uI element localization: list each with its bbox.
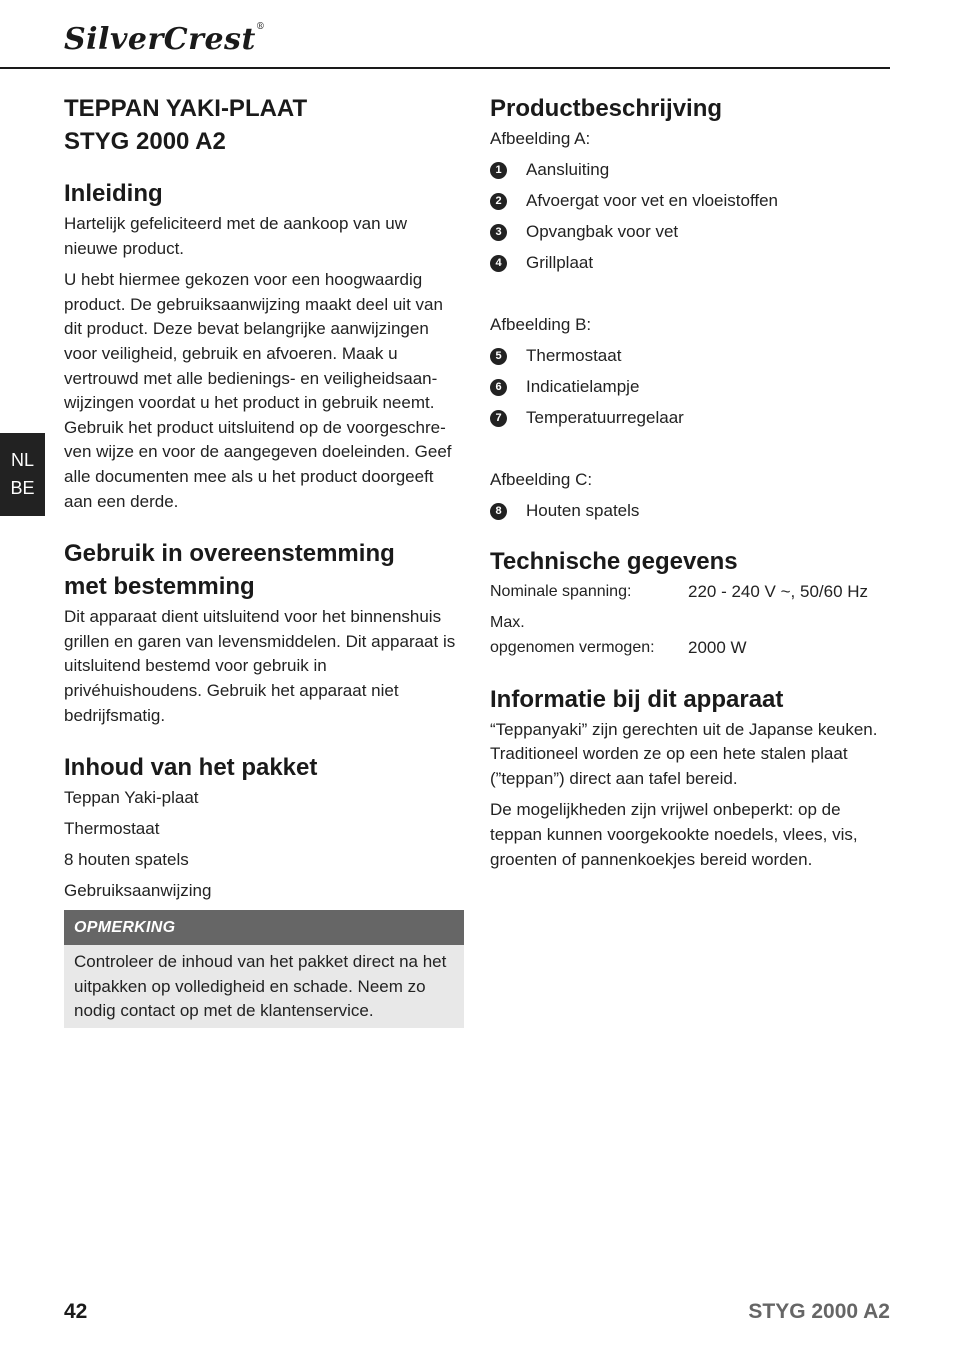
heading-gebruik: Gebruik in overeenstemming met bestemming xyxy=(64,540,395,601)
heading-productbeschrijving: Productbeschrijving xyxy=(490,95,723,122)
heading-inhoud: Inhoud van het pakket xyxy=(64,754,318,782)
number-badge: 7 xyxy=(490,410,507,427)
list-item: Thermostaat xyxy=(64,819,160,839)
figure-c-label: Afbeelding C: xyxy=(490,469,593,489)
list-item: Gebruiksaanwijzing xyxy=(64,881,212,901)
inleiding-p2: U hebt hiermee gekozen voor een hoogwaardig product. De gebruiksaanwijzing maakt deel uit van dit product. Deze bevat belangrijke aanwijzingen voor veiligheid, gebruik en afvoeren. Maak u vertrouwd met alle bedienings- en veiligheidsaan-wijzingen voordat u het product in gebruik neemt. Gebruik het product uitsluitend op de voorgeschre-ven wijze en voor de aangegeven doeleinden. Geef alle documenten mee als u het product doorgeeft aan een derde. xyxy=(64,270,452,511)
list-item: 6 Indicatielampje xyxy=(490,375,890,400)
info-p1: “Teppanyaki” zijn gerechten uit de Japanse keuken. Traditioneel worden ze op een hete stalen plaat (”teppan”) direct aan tafel bereid. xyxy=(490,719,878,788)
note-body: Controleer de inhoud van het pakket direct na het uitpakken op volledigheid en schade. Neem zo nodig contact op met de klantenservice. xyxy=(74,952,447,1021)
page-number: 42 xyxy=(64,1300,88,1323)
list-item: 5 Thermostaat xyxy=(490,344,890,369)
list-item: 7 Temperatuurregelaar xyxy=(490,406,890,431)
header-rule xyxy=(0,67,890,69)
inleiding-p1: Hartelijk gefeliciteerd met de aankoop van uw nieuwe product. xyxy=(64,214,408,258)
spec-value: 2000 W xyxy=(688,638,747,658)
number-badge: 2 xyxy=(490,193,507,210)
list-item: 8 Houten spatels xyxy=(490,499,890,524)
right-column xyxy=(490,92,890,872)
list-item: 1 Aansluiting xyxy=(490,158,890,183)
number-badge: 3 xyxy=(490,224,507,241)
spec-row xyxy=(490,611,890,636)
list-item: 2 Afvoergat voor vet en vloeistoffen xyxy=(490,189,890,214)
footer-model: STYG 2000 A2 xyxy=(748,1300,890,1323)
spec-label: opgenomen vermogen: xyxy=(490,639,655,657)
heading-technische-gegevens: Technische gegevens xyxy=(490,547,738,575)
spec-row xyxy=(490,636,890,661)
language-tab xyxy=(0,433,45,516)
left-column xyxy=(64,92,464,1028)
number-badge: 8 xyxy=(490,503,507,520)
lang-nl: NL xyxy=(10,450,34,470)
heading-inleiding: Inleiding xyxy=(64,180,163,207)
note-box xyxy=(64,910,464,1028)
gebruik-p1: Dit apparaat dient uitsluitend voor het binnenshuis grillen en garen van levensmiddelen. Dit apparaat is uitsluitend bestemd voor gebruik in privéhuishoudens. Gebruik het apparaat niet bedrijfsmatig. xyxy=(64,607,456,725)
list-item: 3 Opvangbak voor vet xyxy=(490,220,890,245)
note-header: OPMERKING xyxy=(64,910,464,945)
info-p2: De mogelijkheden zijn vrijwel onbeperkt: op de teppan kunnen voorgekookte noedels, vlees, vis, groenten of pannenkoekjes bereid worden. xyxy=(490,800,858,869)
number-badge: 4 xyxy=(490,255,507,272)
list-item: Teppan Yaki-plaat xyxy=(64,788,199,808)
list-item: 8 houten spatels xyxy=(64,850,189,870)
brand-logo: SilverCrest® xyxy=(64,22,266,57)
spec-label: Nominale spanning: xyxy=(490,582,632,600)
figure-b-label: Afbeelding B: xyxy=(490,314,592,334)
spec-row xyxy=(490,580,890,605)
number-badge: 5 xyxy=(490,348,507,365)
heading-informatie: Informatie bij dit apparaat xyxy=(490,685,784,713)
figure-a-label: Afbeelding A: xyxy=(490,129,591,148)
list-item: 4 Grillplaat xyxy=(490,251,890,276)
spec-value: 220 - 240 V ~, 50/60 Hz xyxy=(688,581,869,601)
product-title: TEPPAN YAKI-PLAAT STYG 2000 A2 xyxy=(64,95,308,155)
number-badge: 6 xyxy=(490,379,507,396)
lang-be: BE xyxy=(10,478,35,498)
number-badge: 1 xyxy=(490,162,507,179)
spec-label: Max. xyxy=(490,614,525,632)
